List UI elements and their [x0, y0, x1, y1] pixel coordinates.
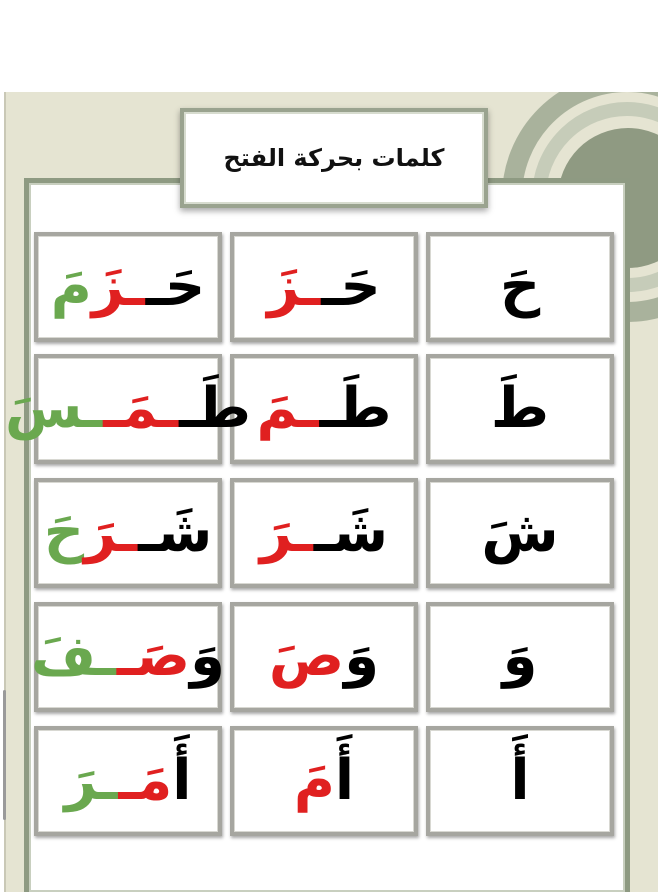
grid-row-4: [30, 602, 616, 714]
card-two-letter: [230, 478, 418, 588]
letter-2: ـزَ: [267, 254, 322, 319]
card-letter: [426, 354, 614, 464]
letter-2: مَ: [293, 748, 335, 813]
two-letter-word: [256, 376, 392, 441]
letter-3: حَ: [43, 500, 85, 565]
title-box: [180, 108, 488, 208]
letter-1: وَ: [190, 624, 225, 689]
card-two-letter: [230, 354, 418, 464]
card-three-letter: [34, 478, 222, 588]
right-edge: [658, 92, 664, 892]
letter-1: أَ: [334, 748, 355, 813]
letter-1: شَ: [481, 500, 559, 565]
letter-1: وَ: [344, 624, 380, 689]
letter-1: شَـ: [138, 500, 213, 565]
grid-row-3: [30, 478, 616, 590]
card-two-letter: [230, 232, 418, 342]
letter-word: [481, 500, 559, 565]
letter-1: طَ: [490, 376, 550, 441]
letter-2: ـرَ: [84, 500, 139, 565]
three-letter-word: [4, 376, 252, 441]
three-letter-word: [64, 748, 192, 813]
scrollbar[interactable]: [3, 690, 6, 820]
letter-3: ـرَ: [64, 748, 119, 813]
letter-1: طَـ: [179, 376, 252, 441]
letter-word: [502, 624, 538, 689]
two-letter-word: [267, 254, 381, 319]
letter-1: حَـ: [321, 254, 381, 319]
grid-row-5: [30, 726, 616, 838]
letter-1: أَ: [510, 748, 530, 813]
letter-1: شَـ: [313, 500, 389, 565]
letter-3: ـسَ: [4, 376, 104, 441]
letter-1: حَـ: [145, 254, 206, 319]
letter-1: طَـ: [319, 376, 392, 441]
letter-3: مَ: [50, 254, 92, 319]
card-letter: [426, 602, 614, 712]
letter-1: وَ: [502, 624, 538, 689]
grid-row-2: [4, 354, 616, 466]
card-two-letter: [230, 726, 418, 836]
letter-word: [499, 254, 541, 319]
page-title: كلمات بحركة الفتح: [223, 144, 445, 172]
card-letter: [426, 232, 614, 342]
letter-3: ـفَ: [31, 624, 117, 689]
letter-2: ـمَ: [256, 376, 320, 441]
card-three-letter: [4, 354, 252, 464]
card-three-letter: [34, 232, 222, 342]
letter-word: [490, 376, 550, 441]
two-letter-word: [293, 748, 355, 813]
letter-2: مَـ: [118, 748, 173, 813]
card-letter: [426, 726, 614, 836]
three-letter-word: [31, 624, 225, 689]
letter-2: ـمَـ: [103, 376, 180, 441]
card-letter: [426, 478, 614, 588]
two-letter-word: [259, 500, 389, 565]
card-two-letter: [230, 602, 418, 712]
card-three-letter: [34, 726, 222, 836]
letter-word: [510, 748, 530, 813]
letter-2: ـزَ: [91, 254, 146, 319]
letter-1: أَ: [172, 748, 192, 813]
two-letter-word: [268, 624, 380, 689]
grid-row-1: [30, 232, 616, 344]
letter-2: صَـ: [116, 624, 191, 689]
three-letter-word: [50, 254, 206, 319]
three-letter-word: [43, 500, 213, 565]
card-three-letter: [31, 602, 225, 712]
letter-2: صَ: [268, 624, 345, 689]
letter-1: حَ: [499, 254, 541, 319]
letter-2: ـرَ: [259, 500, 314, 565]
top-blank-area: [0, 0, 664, 92]
